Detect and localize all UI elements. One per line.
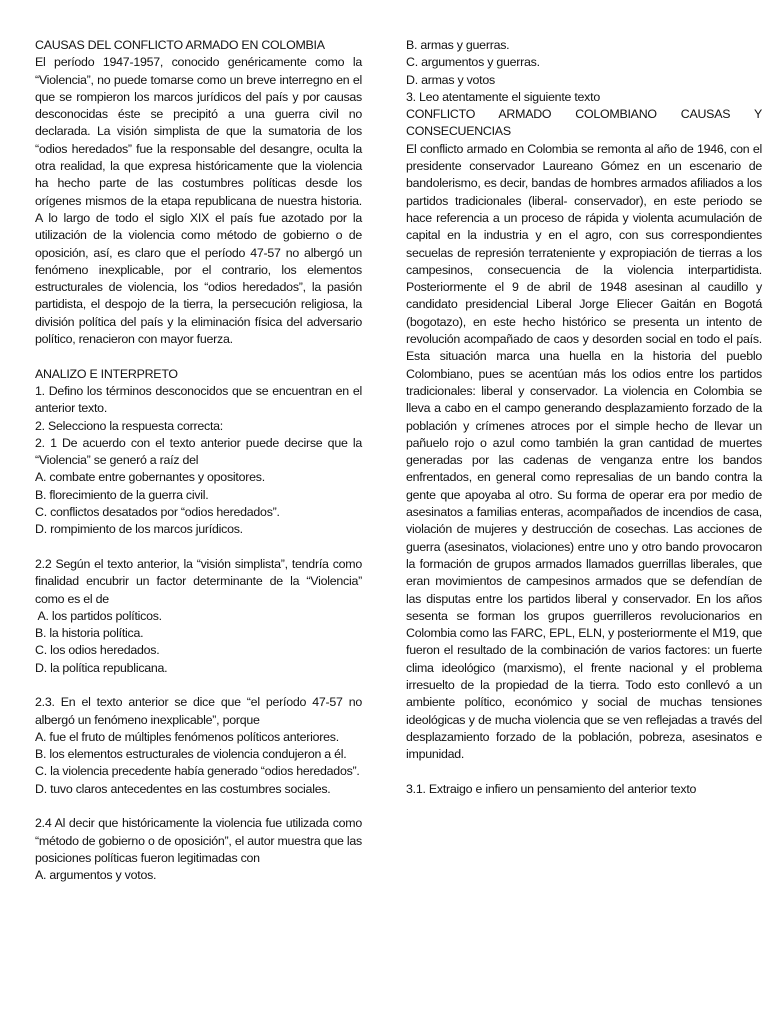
spacer [35, 539, 362, 556]
task-2: 2. Selecciono la respuesta correcta: [35, 418, 223, 433]
question-2-1: 2. 1 De acuerdo con el texto anterior puede decirse que la “Violencia” se generó a raíz del [35, 435, 362, 468]
q23-option-c: C. la violencia precedente había generado “odios heredados”. [35, 764, 360, 779]
right-title: CONFLICTO ARMADO COLOMBIANO CAUSAS Y CONSECUENCIAS [406, 107, 762, 139]
q24-option-a: A. argumentos y votos. [35, 868, 157, 883]
right-column [406, 37, 762, 798]
task-3-1: 3.1. Extraigo e infiero un pensamiento del anterior texto [406, 781, 697, 796]
q21-option-d: D. rompimiento de los marcos jurídicos. [35, 522, 243, 537]
q23-option-a: A. fue el fruto de múltiples fenómenos políticos anteriores. [35, 729, 339, 744]
q24-option-c: C. argumentos y guerras. [406, 55, 540, 70]
question-2-4: 2.4 Al decir que históricamente la violencia fue utilizada como “método de gobierno o de oposición”, el autor muestra que las posiciones políticas fueron legitimadas con [35, 816, 362, 865]
spacer [35, 348, 362, 365]
q22-option-a: A. los partidos políticos. [35, 608, 162, 623]
q24-option-b: B. armas y guerras. [406, 38, 510, 52]
q21-option-a: A. combate entre gobernantes y opositores. [35, 470, 265, 485]
left-intro-paragraph: El período 1947-1957, conocido genéricamente como la “Violencia”, no puede tomarse como un breve interregno en el que se rompieron los marcos jurídicos del país y por causas desconocidas éste se precipitó a una guerra civil no declarada. La visión simplista de que la sumatoria de los “odios heredados” fue la responsable del desangre, oculta la otra realidad, la que expresa históricamente que la violencia ha hecho parte de las costumbres políticas desde los orígenes mismos de la etapa republicana de nuestra historia. A lo largo de todo el siglo XIX el país fue azotado por la utilización de la violencia como método de gobierno o de oposición, así, es claro que el período 47-57 no albergó un fenómeno inexplicable, por el contrario, los elementos estructurales de violencia, los “odios heredados”, la pasión partidista, el despojo de la tierra, la persecución religiosa, la división política del país y la eliminación física del adversario político, renacieron con mayor fuerza. [35, 55, 362, 347]
spacer [406, 763, 762, 780]
q22-option-d: D. la política republicana. [35, 660, 168, 675]
left-column [35, 37, 362, 885]
q21-option-c: C. conflictos desatados por “odios heredados”. [35, 505, 280, 520]
question-2-2: 2.2 Según el texto anterior, la “visión simplista”, tendría como finalidad encubrir un factor determinante de la “Violencia” como es el de [35, 556, 362, 606]
q22-option-b: B. la historia política. [35, 626, 144, 641]
spacer [35, 798, 362, 815]
question-2-3: 2.3. En el texto anterior se dice que “el período 47-57 no albergó un fenómeno inexplicable”, porque [35, 695, 362, 727]
q23-option-b: B. los elementos estructurales de violencia condujeron a él. [35, 747, 347, 762]
q22-option-c: C. los odios heredados. [35, 643, 160, 658]
left-title: CAUSAS DEL CONFLICTO ARMADO EN COLOMBIA [35, 38, 325, 52]
task-1: 1. Defino los términos desconocidos que se encuentran en el anterior texto. [35, 383, 362, 416]
q23-option-d: D. tuvo claros antecedentes en las costumbres sociales. [35, 781, 331, 796]
spacer [35, 677, 362, 694]
q21-option-b: B. florecimiento de la guerra civil. [35, 487, 209, 502]
right-body-paragraph: El conflicto armado en Colombia se remonta al año de 1946, con el presidente conservador Laureano Gómez en un escenario de bandolerismo, es decir, bandas de hombres armados afiliados a los partidos tradicionales (liberal- conservador), en este periodo se hace referencia a un proceso de rápida y violenta acumulación de capital en la industria y en el agro, con sus correspondientes secuelas de represión terrateniente y expropiación de tierras a los campesinos, consecuencia de la violencia interpartidista. Posteriormente el 9 de abril de 1948 asesinan al caudillo y candidato presidencial Liberal Jorge Eliecer Gaitán en Bogotá (bogotazo), en este hecho histórico se presenta un intento de revolución acompañado de caos y desorden social en todo el país. Esta situación marca una huella en la historia del pueblo Colombiano, pues se acentúan más los odios entre los partidos tradicionales: liberal y conservador. La violencia en Colombia se lleva a cabo en el campo generando desplazamiento forzado de la población y crímenes atroces por el simple hecho de llevar un pañuelo rojo o azul como también la gran cantidad de muertes generadas por las cadenas de venganza entre los bandos enfrentados, en general como represalias de un bando contra la gente que apoyaba al otro. Su forma de operar era por medio de asesinatos a familias enteras, acompañados de incendios de casa, violación de mujeres y destrucción de cosechas. Las acciones de guerra (asesinatos, violaciones) entre uno y otro bando provocaron la formación de grupos armados llamados guerrillas liberales, que eran movimientos de campesinos armados que se defendían de las disputas entre los partidos liberal y conservador. En los años sesenta se forman los grupos guerrilleros revolucionarios en Colombia como las FARC, EPL, ELN, y posteriormente el M19, que fueron el resultado de la combinación de varios factores: un fuerte clima ideológico (marxismo), el frente nacional y el problema irresuelto de la propiedad de la tierra. Todo esto conllevó a un ambiente político, económico y social de muchas tensiones ideológicas y de mucha violencia que se ven reflejadas a través del desplazamiento forzado de la población, pobreza, asesinatos e impunidad. [406, 141, 762, 762]
q24-option-d: D. armas y votos [406, 72, 495, 87]
task-3: 3. Leo atentamente el siguiente texto [406, 89, 600, 104]
section-heading: ANALIZO E INTERPRETO [35, 366, 178, 381]
